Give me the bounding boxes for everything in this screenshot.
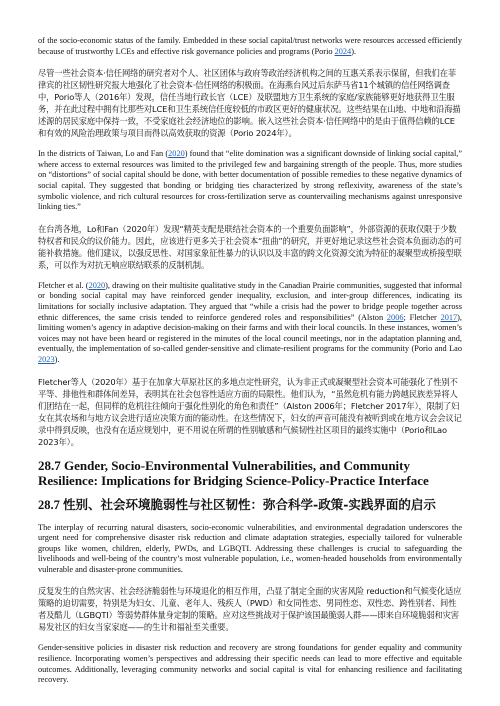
text-segment: ), drawing on their multisite qualitative study in the Canadian Prairie communities, suggested that informal or bonding social capital may have reinforced gender inequality, exclusion, and inter-group differences, indicating its limitations for socially inclusive adaptation. They argued that “while a crisis had the power to bridge people together across ethnic differences, the same crisis tended to reinforce gendered roles and responsibilities” (Alston <box>38 280 462 322</box>
text-segment: ). <box>351 46 357 56</box>
section-heading-zh <box>38 497 462 513</box>
text-segment: In the districts of Taiwan, Lo and Fan ( <box>38 149 169 159</box>
paragraph-p2-zh: 在台湾各地，Lo和Fan（2020年）发现“精英支配是联结社会资本的一个重要负面影响”，外部资源的获取仅限于少数特权者和民众的议价能力。因此，应该进行更多关于社会资本“扭曲”的研究，并更好地记录这些社会资本负面动态的可能补救措施。他们建议，以强反思性、对国家象征性暴力的认识以及丰富的跨文化资源交流为特征的凝聚型或桥接型联系，可以作为对抗无响应联结联系的反制机制。 <box>38 223 462 270</box>
section-title-zh: 性别、社会环境脆弱性与社区韧性：弥合科学-政策-实践界面的启示 <box>63 496 436 512</box>
text-segment: of the socio-economic status of the family. Embedded in these social capital/trust networks were resources accessed efficiently because of trustworthy LCEs and effective risk governance policies and programs (Porio <box>38 36 462 56</box>
citation-link[interactable]: 2017 <box>440 312 458 322</box>
paragraph-p4-zh: 反复发生的自然灾害、社会经济脆弱性与环境退化的相互作用，凸显了制定全面的灾害风险 reduction和气候变化适应策略的迫切需要，特别是为妇女、儿童、老年人、残疾人（PWD）和女同性恋、男同性恋、双性恋、跨性别者、间性者及酷儿（LGBQTI）等弱势群体量身定制的策略。应对这些挑战对于保护该国最脆弱人群——即来自环境脆弱和灾害易发社区的妇女当家家庭——的生计和福祉至关重要。 <box>38 586 462 633</box>
section-heading-en: 28.7 Gender, Socio-Environmental Vulnerabilities, and Community Resilience: Implications for Bridging Science-Policy-Practice Interface <box>38 457 429 488</box>
paragraph-p1-zh: 尽管一些社会资本·信任网络的研究者对个人、社区团体与政府等政治经济机构之间的互惠关系表示保留，但我们在菲律宾的社区韧性研究报大地强化了社会资本·信任网络的积极面。在海燕台风过后东萨马省11个城镇的信任网络调查中，Porio等人（2016年）发现，信任当地行政长官（LCE）及联盟地方卫生系统的家庭/家族能够更好地获得卫生服务，并在此过程中拥有比那些对LCE和卫生系统信任度较低的市政区更好的健康状况。这些结果在山地、中地和沿海描述源的居民家庭中保持一致，不受家庭社会经济地位的影响。嵌入这些社会资本·信任网络中的是由于值得信赖的LCE和有效的风险治理政策与项目而得以高效获取的资源（Porio 2024年）。 <box>38 68 461 139</box>
citation-link[interactable]: 2020 <box>168 149 185 159</box>
section-number: 28.7 <box>38 497 63 512</box>
paragraph-p1-en <box>38 36 462 57</box>
citation-link[interactable]: 2020 <box>88 280 106 290</box>
paragraph-p3-zh: Fletcher等人（2020年）基于在加拿大草原社区的多地点定性研究，认为非正式或凝聚型社会资本可能强化了性别不平等、排他性和群体间差异，表明其在社会包容性适应方面的局限性。他们认为，“虽然危机有能力跨越民族差异将人们团结在一起，但同样的危机往往倾向于强化性别化的角色和责任”（Alston 2006年；Fletcher 2017年），限制了妇女在其农场和与地方议会进行适应决策方面的能动性。在这些情况下，妇女的声音可能没有被听到或在地方议会会议记录中得到反映，也没有在适应规划中，更不用说在所谓的性别敏感和气候韧性社区项目的最终实施中（Porio和Lao 2023年）。 <box>38 376 462 447</box>
citation-link[interactable]: 2023 <box>38 354 55 364</box>
text-segment: ) found that “elite domination was a significant downside of linking social capital,” where access to external resources was limited to the privileged few and bargaining strength of the people. Thus, more studies on “distortions” of social capital should be done, with better documentation of possible remedies to these negative dynamics of social capital. They suggested that bonding or bridging ties characterized by strong reflexivity, awareness of the state’s symbolic violence, and rich cultural resources for cross-fertilization serve as countervailing mechanisms against unresponsive linking ties.” <box>38 149 463 212</box>
paragraph-p5-en: Gender-sensitive policies in disaster risk reduction and recovery are strong foundations for gender equality and community resilience. Incorporating women’s perspectives and addressing their specific needs can lead to more effective and equitable outcomes. Additionally, leveraging community networks and social capital is vital for enhancing resilience and facilitating recovery. <box>38 643 462 685</box>
citation-link[interactable]: 2006 <box>386 312 404 322</box>
text-segment: ). <box>54 354 60 364</box>
text-segment: ), limiting women’s agency in adaptive decision-making on their farms and with their local councils. In these instances, women’s voices may not have been heard or registered in the minutes of the local council meetings, nor in the adaptation planning and, eventually, the implementation of so-called gender-sensitive and climate-resilient programs for the community (Porio and Lao <box>38 312 462 354</box>
text-segment: Fletcher et al. ( <box>38 280 89 290</box>
citation-link[interactable]: 2024 <box>334 46 352 56</box>
text-segment: ; Fletcher <box>403 312 441 322</box>
paragraph-p2-en <box>38 149 462 213</box>
paragraph-p3-en <box>38 281 462 366</box>
paragraph-p4-en: The interplay of recurring natural disasters, socio-economic vulnerabilities, and environmental degradation underscores the urgent need for comprehensive disaster risk reduction and climate adaptation strategies, especially tailored for vulnerable groups like women, children, elderly, PWDs, and LGBQTI. Addressing these challenges is crucial to safeguarding the livelihoods and well-being of the country’s most vulnerable population, i.e., women-headed households from environmentally vulnerable and disaster-prone communities. <box>38 522 462 574</box>
